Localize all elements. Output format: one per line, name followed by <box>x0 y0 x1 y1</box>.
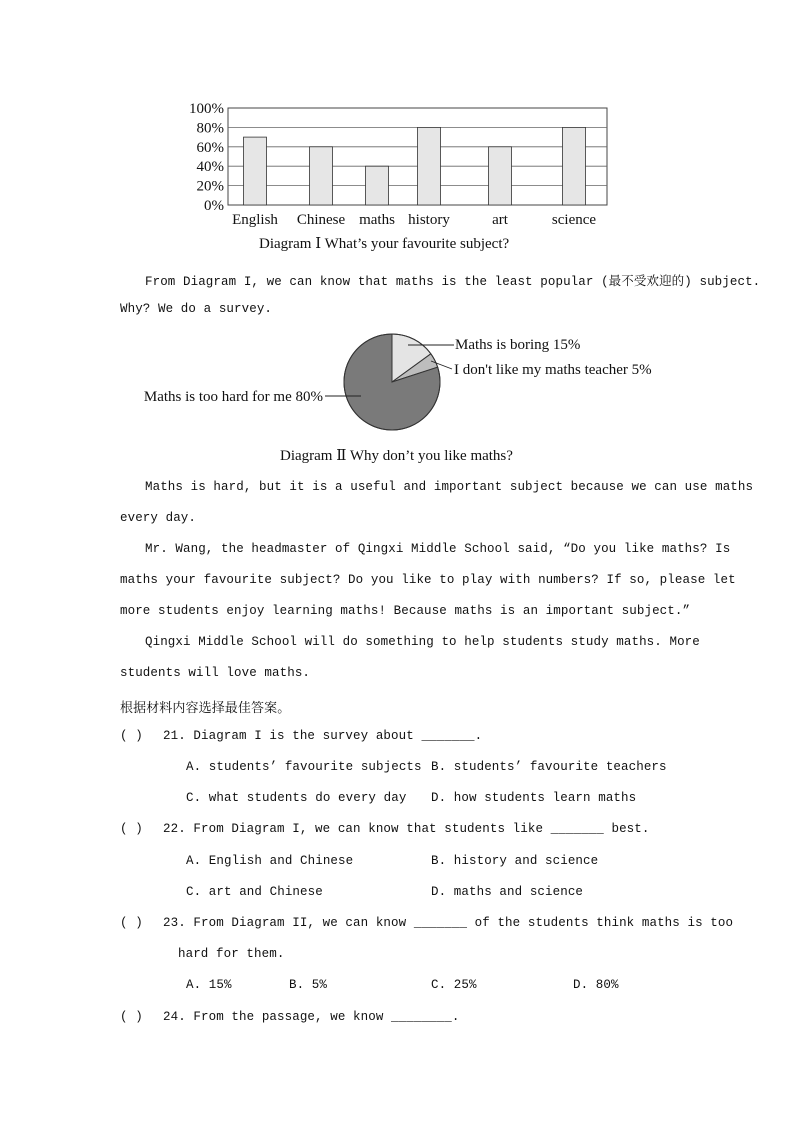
q23-stem-continued: hard for them. <box>178 947 285 961</box>
q22-option-a: A. English and Chinese <box>186 854 354 868</box>
q24-answer-blank: ( ) <box>120 1010 143 1024</box>
bar-science <box>563 127 586 205</box>
q22-option-d: D. maths and science <box>431 885 584 899</box>
diagram1-caption: Diagram Ⅰ What’s your favourite subject? <box>259 236 510 252</box>
label-dislike-teacher: I don't like my maths teacher 5% <box>454 362 652 378</box>
bar-maths <box>366 166 389 205</box>
q21-option-c: C. what students do every day <box>186 791 407 805</box>
x-tick-label: maths <box>359 212 395 228</box>
y-tick-label: 20% <box>196 178 224 195</box>
q21-option-a: A. students’ favourite subjects <box>186 760 422 774</box>
bar-history <box>418 127 441 205</box>
x-tick-label: English <box>232 212 278 228</box>
passage-p4-line2: students will love maths. <box>120 666 311 680</box>
x-tick-label: history <box>408 212 450 228</box>
q21-stem: 21. Diagram I is the survey about _______. <box>163 729 483 743</box>
pie-chart-why-dislike-maths <box>140 325 670 435</box>
y-tick-label: 80% <box>196 120 224 137</box>
q21-option-d: D. how students learn maths <box>431 791 637 805</box>
q21-option-b: B. students’ favourite teachers <box>431 760 667 774</box>
bar-art <box>489 147 512 205</box>
x-tick-label: science <box>551 212 597 228</box>
instruction: 根据材料内容选择最佳答案。 <box>120 701 291 716</box>
passage-p2-line1: Maths is hard, but it is a useful and important subject because we can use maths <box>145 480 754 494</box>
passage-p3-line1: Mr. Wang, the headmaster of Qingxi Middle School said, “Do you like maths? Is <box>145 542 731 556</box>
diagram2-caption: Diagram Ⅱ Why don’t you like maths? <box>280 448 513 464</box>
passage-p1-line2: Why? We do a survey. <box>120 302 273 316</box>
label-boring: Maths is boring 15% <box>455 337 581 353</box>
q23-stem: 23. From Diagram II, we can know _______ of the students think maths is too <box>163 916 734 930</box>
x-tick-label: art <box>492 212 508 228</box>
q22-option-c: C. art and Chinese <box>186 885 323 899</box>
y-tick-label: 60% <box>196 139 224 156</box>
q23-option-b: B. 5% <box>289 978 328 992</box>
y-tick-label: 0% <box>204 198 224 214</box>
bar-chart-favourite-subjects <box>180 100 620 230</box>
label-too-hard: Maths is too hard for me 80% <box>143 389 323 405</box>
y-tick-label: 100% <box>189 101 224 117</box>
x-tick-label: Chinese <box>296 212 346 228</box>
q21-answer-blank: ( ) <box>120 729 143 743</box>
passage-p3-line3: more students enjoy learning maths! Because maths is an important subject.” <box>120 604 691 618</box>
passage-p2-line2: every day. <box>120 511 197 525</box>
bar-chinese <box>310 147 333 205</box>
q24-stem: 24. From the passage, we know ________. <box>163 1010 460 1024</box>
q23-answer-blank: ( ) <box>120 916 143 930</box>
q22-option-b: B. history and science <box>431 854 599 868</box>
passage-p3-line2: maths your favourite subject? Do you like to play with numbers? If so, please let <box>120 573 736 587</box>
passage-p1-line1: From Diagram I, we can know that maths is the least popular (最不受欢迎的) subject. <box>145 275 761 289</box>
q23-option-d: D. 80% <box>573 978 619 992</box>
y-tick-label: 40% <box>196 159 224 176</box>
passage-p4-line1: Qingxi Middle School will do something to help students study maths. More <box>145 635 700 649</box>
bar-english <box>244 137 267 205</box>
q22-stem: 22. From Diagram I, we can know that students like _______ best. <box>163 822 650 836</box>
q22-answer-blank: ( ) <box>120 822 143 836</box>
q23-option-c: C. 25% <box>431 978 477 992</box>
q23-option-a: A. 15% <box>186 978 232 992</box>
